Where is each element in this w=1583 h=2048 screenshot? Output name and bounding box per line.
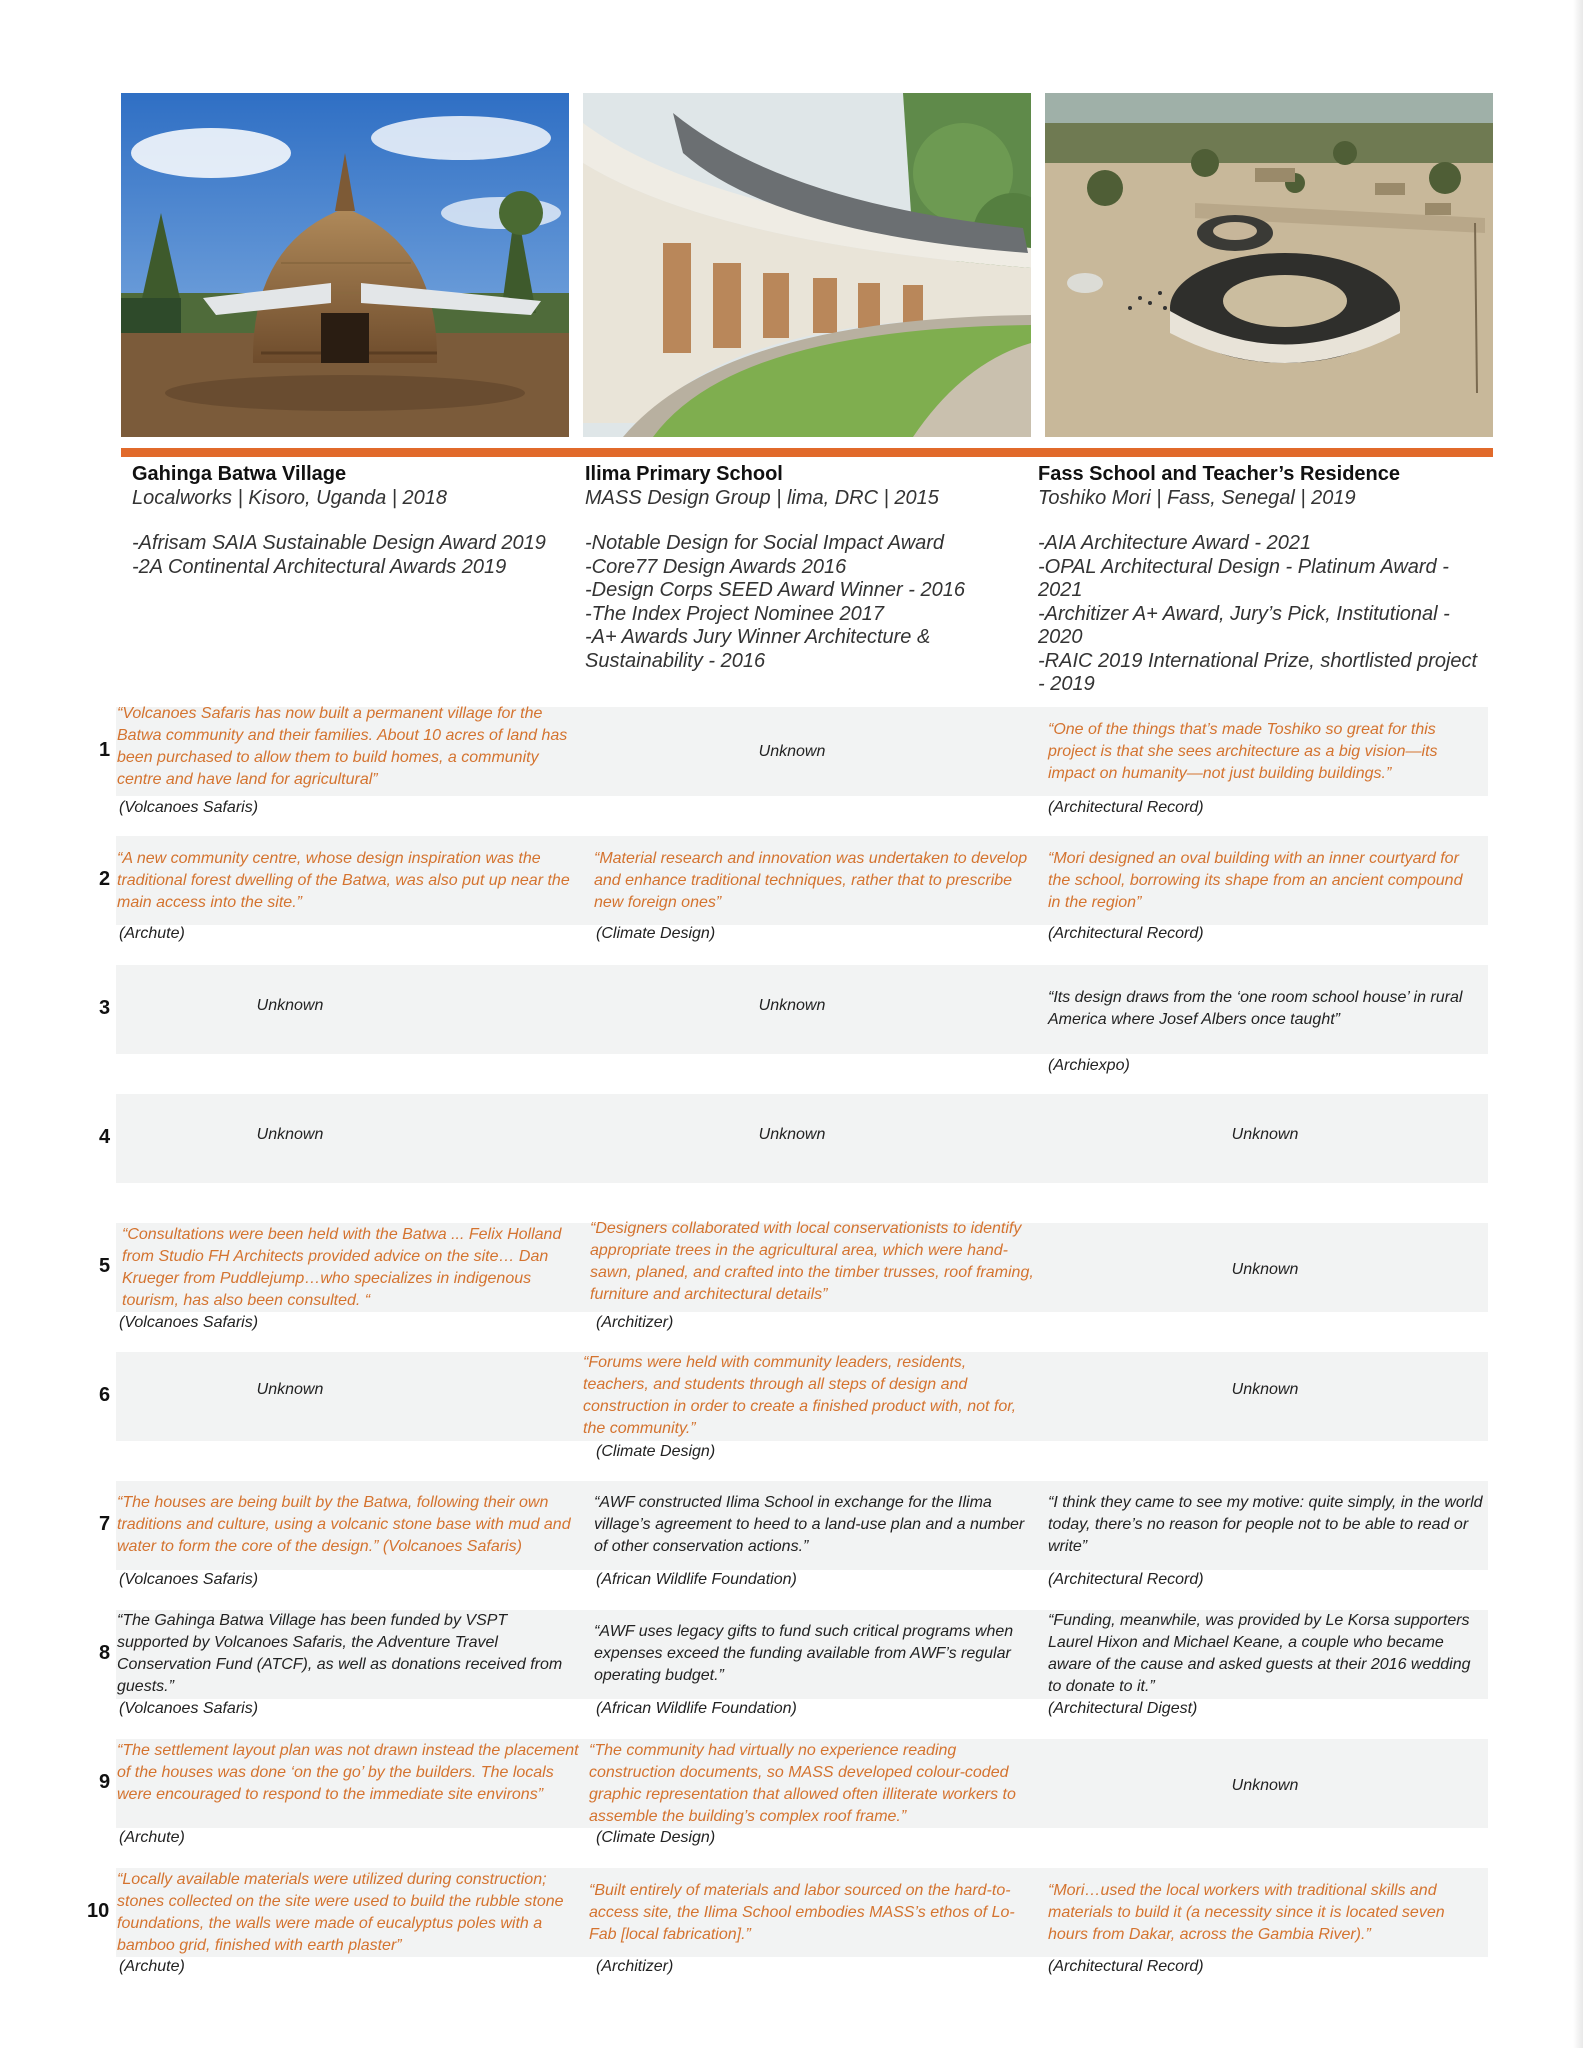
photo-gahinga-batwa-village <box>121 93 569 437</box>
project-ilima <box>585 462 1015 673</box>
quote-5-ilima: “Designers collaborated with local conservationists to identify appropriate trees in the agricultural area, which were hand-sawn, planed, and crafted into the timber trusses, roof framing, furniture and architectural details” <box>590 1220 1034 1303</box>
source-7-fass: (Architectural Record) <box>1048 1571 1204 1588</box>
source-3-fass: (Archiexpo) <box>1048 1057 1130 1074</box>
photo-fass-school <box>1045 93 1493 437</box>
row-number: 4 <box>99 1126 111 1148</box>
unknown-6-gahinga: Unknown <box>256 1381 324 1398</box>
hut-image <box>121 93 569 437</box>
award-item: -A+ Awards Jury Winner Architecture & Sustainability - 2016 <box>585 626 931 672</box>
quote-9-ilima: “The community had virtually no experience reading construction documents, so MASS developed colour-coded graphic representation that allowed often illiterate workers to assemble the building’s complex roof frame.” <box>589 1742 1016 1825</box>
source-10-ilima: (Architizer) <box>596 1958 674 1975</box>
source-8-fass: (Architectural Digest) <box>1048 1700 1198 1717</box>
page-edge-shadow <box>1573 0 1583 2048</box>
project-subtitle: MASS Design Group | lima, DRC | 2015 <box>585 487 939 509</box>
quote-7-ilima: “AWF constructed Ilima School in exchange for the Ilima village’s agreement to heed to a land-use plan and a number of other conservation actions.” <box>594 1494 1025 1555</box>
unknown-4-fass: Unknown <box>1231 1126 1299 1143</box>
row-number: 5 <box>99 1255 111 1277</box>
row-number: 2 <box>99 868 111 890</box>
photo-ilima-primary-school <box>583 93 1031 437</box>
quote-5-gahinga: “Consultations were been held with the Batwa ... Felix Holland from Studio FH Architects provided advice on the site… Dan Krueger from Puddlejump…who specializes in indigenous tourism, has also been consulted. “ <box>122 1226 562 1309</box>
project-title: Gahinga Batwa Village <box>132 463 347 485</box>
source-10-gahinga: (Archute) <box>119 1958 185 1975</box>
source-8-gahinga: (Volcanoes Safaris) <box>119 1700 259 1717</box>
source-1-fass: (Architectural Record) <box>1048 799 1204 816</box>
source-1-gahinga: (Volcanoes Safaris) <box>119 799 259 816</box>
quote-10-ilima: “Built entirely of materials and labor sourced on the hard-to-access site, the Ilima School embodies MASS’s ethos of Lo-Fab [local fabrication].” <box>589 1882 1015 1943</box>
unknown-1-ilima: Unknown <box>758 743 826 760</box>
award-item: -The Index Project Nominee 2017 <box>585 602 885 625</box>
quote-6-ilima: “Forums were held with community leaders, residents, teachers, and students through all steps of design and construction in order to create a finished product with, not for, the community.” <box>583 1354 1017 1437</box>
quote-9-gahinga: “The settlement layout plan was not drawn instead the placement of the houses was done ‘on the go’ by the builders. The locals were encouraged to respond to the immediate site environs” <box>117 1742 579 1803</box>
award-item: -Design Corps SEED Award Winner - 2016 <box>585 579 965 601</box>
unknown-4-gahinga: Unknown <box>256 1126 324 1143</box>
quote-3-fass: “Its design draws from the ‘one room school house’ in rural America where Josef Albers once taught” <box>1048 989 1463 1028</box>
award-item: -Architizer A+ Award, Jury’s Pick, Institutional - 2020 <box>1038 602 1450 648</box>
quote-7-gahinga: “The houses are being built by the Batwa, following their own traditions and culture, using a volcanic stone base with mud and water to form the core of the design.” (Volcanoes Safaris) <box>117 1494 571 1555</box>
row-number: 10 <box>87 1900 110 1922</box>
orange-divider <box>121 448 1493 457</box>
unknown-4-ilima: Unknown <box>758 1126 826 1143</box>
project-gahinga <box>132 462 584 579</box>
quote-10-gahinga: “Locally available materials were utilized during construction; stones collected on the site were used to build the rubble stone foundations, the walls were made of eucalyptus poles with a bamboo grid, finished with earth plaster” <box>117 1871 564 1954</box>
quote-2-gahinga: “A new community centre, whose design inspiration was the traditional forest dwelling of the Batwa, was also put up near the main access into the site.” <box>117 850 570 911</box>
project-subtitle: Toshiko Mori | Fass, Senegal | 2019 <box>1038 487 1356 509</box>
awards-list <box>1038 532 1488 697</box>
quote-2-fass: “Mori designed an oval building with an inner courtyard for the school, borrowing its shape from an ancient compound in the region” <box>1048 850 1463 911</box>
unknown-3-ilima: Unknown <box>758 997 826 1014</box>
award-item: -Core77 Design Awards 2016 <box>585 555 847 578</box>
quote-1-gahinga: “Volcanoes Safaris has now built a permanent village for the Batwa community and their families. About 10 acres of land has been purchased to allow them to build homes, a community centre and have land for agricultural” <box>117 705 568 788</box>
source-8-ilima: (African Wildlife Foundation) <box>596 1700 797 1717</box>
quote-8-ilima: “AWF uses legacy gifts to fund such critical programs when expenses exceed the funding available from AWF’s regular operating budget.” <box>594 1623 1014 1684</box>
row-number: 8 <box>99 1642 111 1664</box>
row-number: 3 <box>99 997 111 1019</box>
quote-1-fass: “One of the things that’s made Toshiko so great for this project is that she sees architecture as a big vision—its impact on humanity—not just building buildings.” <box>1048 721 1438 782</box>
row-number: 1 <box>99 739 111 761</box>
project-title: Fass School and Teacher’s Residence <box>1038 463 1400 485</box>
unknown-6-fass: Unknown <box>1231 1381 1299 1398</box>
award-item: -OPAL Architectural Design - Platinum Award - 2021 <box>1038 555 1449 601</box>
award-item: -2A Continental Architectural Awards 2019 <box>132 555 507 578</box>
award-item: -Notable Design for Social Impact Award <box>585 532 945 554</box>
source-7-ilima: (African Wildlife Foundation) <box>596 1571 797 1588</box>
unknown-5-fass: Unknown <box>1231 1261 1299 1278</box>
awards-list <box>585 532 1015 673</box>
row-number: 7 <box>99 1513 111 1535</box>
aerial-image <box>1045 93 1493 437</box>
project-subtitle: Localworks | Kisoro, Uganda | 2018 <box>132 487 448 509</box>
source-6-ilima: (Climate Design) <box>596 1443 716 1460</box>
source-2-gahinga: (Archute) <box>119 925 185 942</box>
project-title: Ilima Primary School <box>585 463 783 485</box>
source-9-gahinga: (Archute) <box>119 1829 185 1846</box>
quote-8-fass: “Funding, meanwhile, was provided by Le Korsa supporters Laurel Hixon and Michael Keane, a couple who became aware of the cause and asked guests at their 2016 wedding to donate to it.” <box>1048 1612 1471 1695</box>
quote-2-ilima: “Material research and innovation was undertaken to develop and enhance traditional techniques, rather that to prescribe new foreign ones” <box>594 850 1028 911</box>
source-7-gahinga: (Volcanoes Safaris) <box>119 1571 259 1588</box>
quote-10-fass: “Mori…used the local workers with traditional skills and materials to build it (a necessity since it is located seven hours from Dakar, across the Gambia River).” <box>1048 1882 1445 1943</box>
source-2-fass: (Architectural Record) <box>1048 925 1204 942</box>
unknown-3-gahinga: Unknown <box>256 997 324 1014</box>
source-5-ilima: (Architizer) <box>596 1314 674 1331</box>
source-10-fass: (Architectural Record) <box>1048 1958 1204 1975</box>
row-number: 6 <box>99 1384 111 1406</box>
awards-list <box>132 532 584 579</box>
source-9-ilima: (Climate Design) <box>596 1829 716 1846</box>
award-item: -RAIC 2019 International Prize, shortlisted project - 2019 <box>1038 649 1478 695</box>
source-5-gahinga: (Volcanoes Safaris) <box>119 1314 259 1331</box>
quote-7-fass: “I think they came to see my motive: quite simply, in the world today, there’s no reason for people not to be able to read or write” <box>1048 1494 1483 1555</box>
unknown-9-fass: Unknown <box>1231 1777 1299 1794</box>
quote-8-gahinga: “The Gahinga Batwa Village has been funded by VSPT supported by Volcanoes Safaris, the Adventure Travel Conservation Fund (ATCF), as well as donations received from guests.” <box>117 1612 563 1695</box>
project-fass <box>1038 462 1488 697</box>
award-item: -Afrisam SAIA Sustainable Design Award 2019 <box>132 532 546 554</box>
source-2-ilima: (Climate Design) <box>596 925 716 942</box>
row-number: 9 <box>99 1771 111 1793</box>
school-image <box>583 93 1031 437</box>
award-item: -AIA Architecture Award - 2021 <box>1038 532 1312 554</box>
